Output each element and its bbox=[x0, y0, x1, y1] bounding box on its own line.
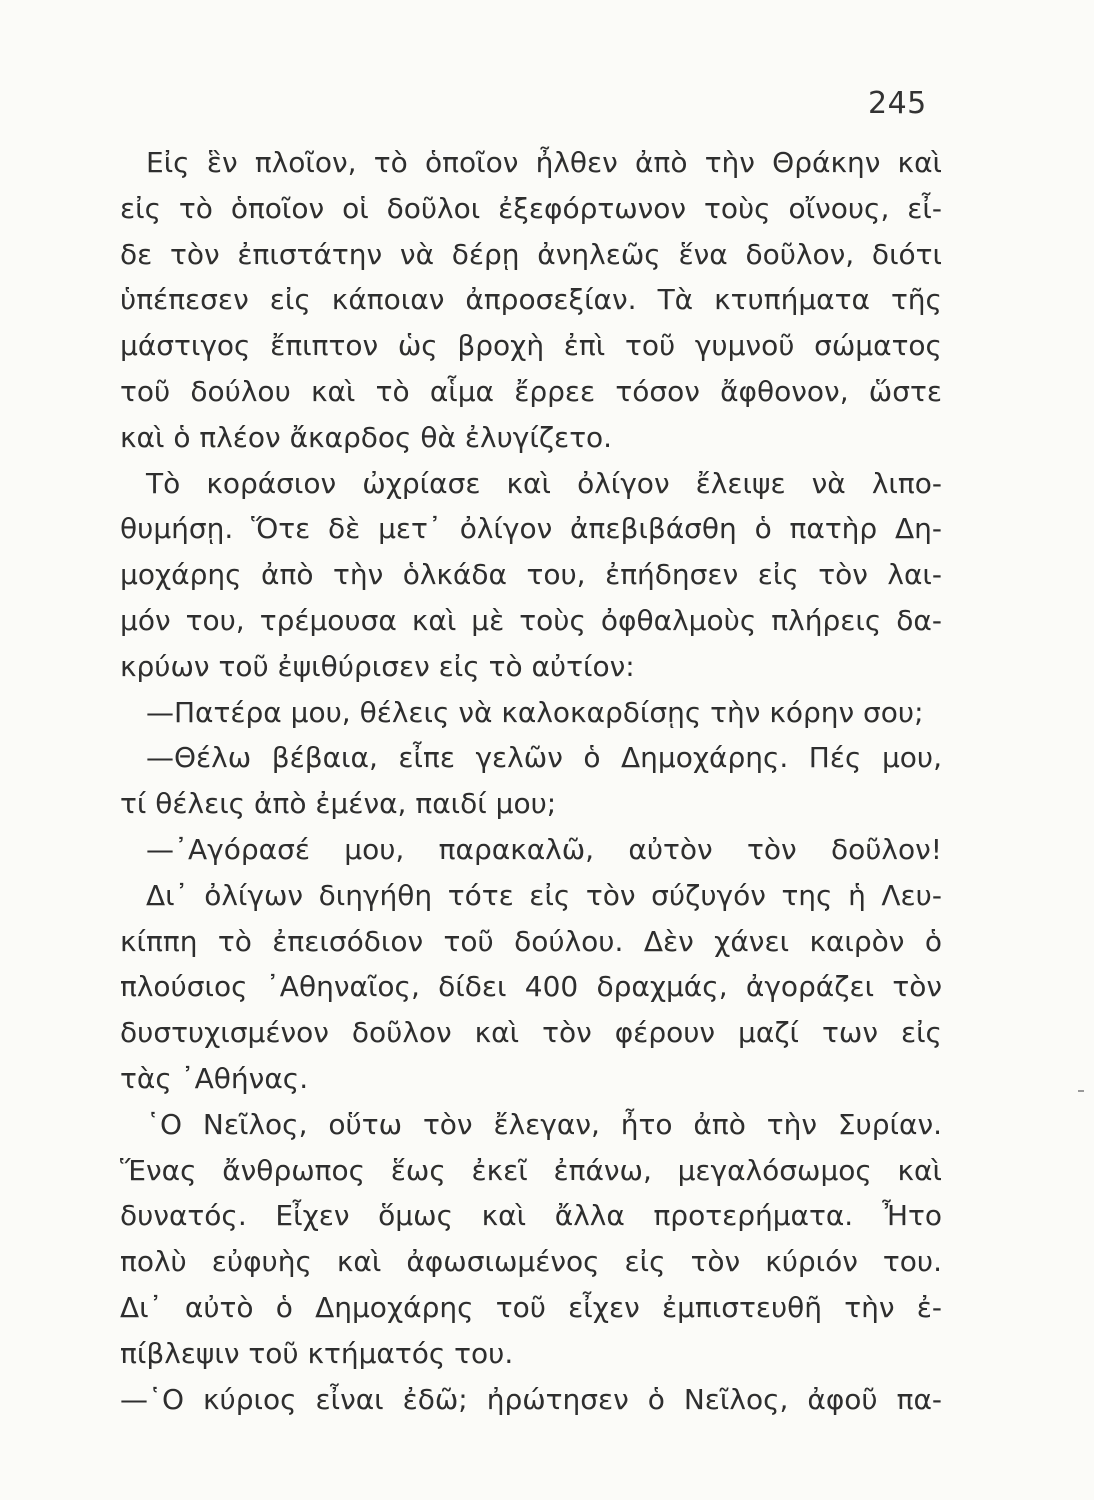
page-number: 245 bbox=[868, 86, 927, 121]
text-line: Δι᾽ ὀλίγων διηγήθη τότε εἰς τὸν σύζυγόν της ἡ Λευ- bbox=[146, 878, 942, 912]
text-line: δυνατός. Εἶχεν ὅμως καὶ ἄλλα προτερήματα. Ἦτο bbox=[120, 1199, 942, 1233]
text-line: πίβλεψιν τοῦ κτήματός του. bbox=[120, 1336, 514, 1370]
text-line: Εἰς ἓν πλοῖον, τὸ ὁποῖον ἦλθεν ἀπὸ τὴν Θράκην καὶ bbox=[146, 146, 942, 179]
text-line: ὑπέπεσεν εἰς κάποιαν ἀπροσεξίαν. Τὰ κτυπήματα τῆς bbox=[120, 283, 942, 317]
text-line: πλούσιος ᾽Αθηναῖος, δίδει 400 δραχμάς, ἀγοράζει τὸν bbox=[120, 970, 942, 1004]
text-line: πολὺ εὐφυὴς καὶ ἀφωσιωμένος εἰς τὸν κύριόν του. bbox=[120, 1245, 942, 1279]
text-line: τὰς ᾽Αθήνας. bbox=[120, 1061, 309, 1095]
text-line: Ἕνας ἄνθρωπος ἕως ἐκεῖ ἐπάνω, μεγαλόσωμος καὶ bbox=[120, 1153, 942, 1187]
text-line: —Πατέρα μου, θέλεις νὰ καλοκαρδίσῃς τὴν κόρην σου; bbox=[146, 695, 924, 729]
text-line: δε τὸν ἐπιστάτην νὰ δέρῃ ἀνηλεῶς ἕνα δοῦλον, διότι bbox=[120, 237, 942, 271]
text-line: μοχάρης ἀπὸ τὴν ὁλκάδα του, ἐπήδησεν εἰς τὸν λαι- bbox=[120, 558, 942, 592]
text-line: κίππη τὸ ἐπεισόδιον τοῦ δούλου. Δὲν χάνει καιρὸν ὁ bbox=[120, 924, 942, 958]
text-line: Δι᾽ αὐτὸ ὁ Δημοχάρης τοῦ εἶχεν ἐμπιστευθῆ τὴν ἐ- bbox=[120, 1290, 942, 1324]
text-line: μόν του, τρέμουσα καὶ μὲ τοὺς ὀφθαλμοὺς πλήρεις δα- bbox=[120, 603, 942, 637]
body-text bbox=[120, 140, 942, 1422]
text-line: τοῦ δούλου καὶ τὸ αἷμα ἔρρεε τόσον ἄφθονον, ὥστε bbox=[120, 374, 942, 408]
text-line: Τὸ κοράσιον ὠχρίασε καὶ ὀλίγον ἔλειψε νὰ λιπο- bbox=[146, 466, 942, 500]
text-line: εἰς τὸ ὁποῖον οἱ δοῦλοι ἐξεφόρτωνον τοὺς οἴνους, εἶ- bbox=[120, 191, 942, 225]
text-line: τί θέλεις ἀπὸ ἐμένα, παιδί μου; bbox=[120, 787, 557, 821]
text-line: δυστυχισμένον δοῦλον καὶ τὸν φέρουν μαζί των εἰς bbox=[120, 1016, 942, 1050]
text-line: θυμήσῃ. Ὅτε δὲ μετ᾽ ὀλίγον ἀπεβιβάσθη ὁ πατὴρ Δη- bbox=[120, 512, 942, 546]
text-line: καὶ ὁ πλέον ἄκαρδος θὰ ἐλυγίζετο. bbox=[120, 420, 613, 454]
text-line: —Θέλω βέβαια, εἶπε γελῶν ὁ Δημοχάρης. Πές μου, bbox=[146, 741, 942, 775]
text-line: —῾Ο κύριος εἶναι ἐδῶ; ἠρώτησεν ὁ Νεῖλος, ἀφοῦ πα- bbox=[120, 1382, 942, 1416]
text-line: ῾Ο Νεῖλος, οὕτω τὸν ἔλεγαν, ἦτο ἀπὸ τὴν Συρίαν. bbox=[146, 1107, 942, 1141]
text-line: κρύων τοῦ ἐψιθύρισεν εἰς τὸ αὐτίον: bbox=[120, 649, 635, 683]
text-line: —᾽Αγόρασέ μου, παρακαλῶ, αὐτὸν τὸν δοῦλον! bbox=[146, 832, 942, 866]
text-line: μάστιγος ἔπιπτον ὡς βροχὴ ἐπὶ τοῦ γυμνοῦ σώματος bbox=[120, 329, 942, 363]
margin-mark bbox=[1078, 1090, 1084, 1092]
